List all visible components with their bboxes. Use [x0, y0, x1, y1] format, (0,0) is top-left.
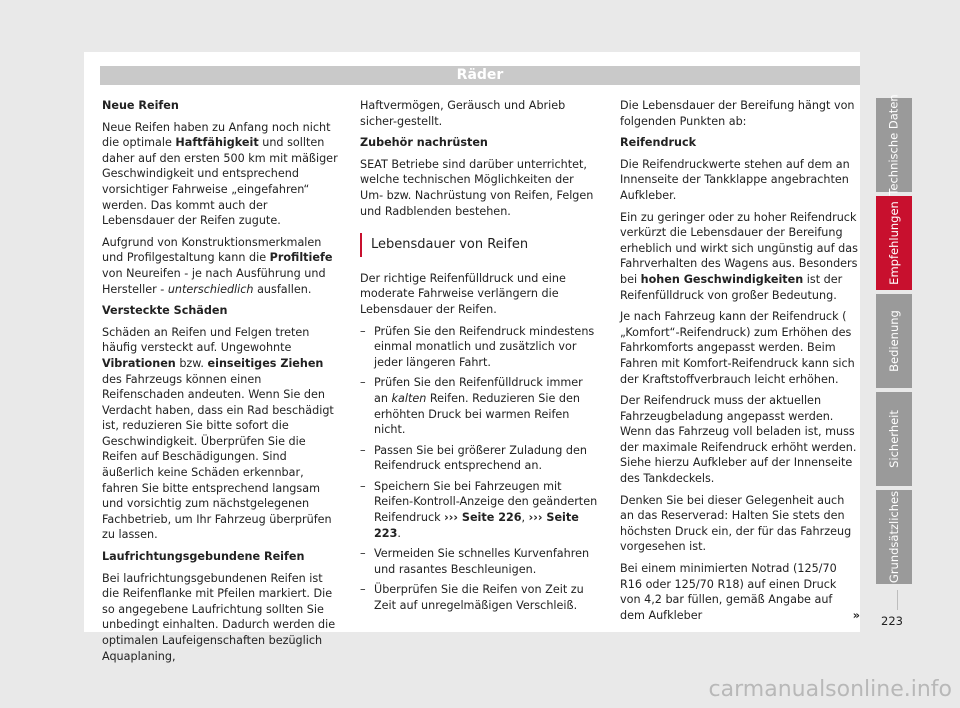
text: ausfallen. — [253, 282, 312, 296]
dash-bullet: – — [360, 324, 366, 338]
list-item-text: Prüfen Sie den Reifenfülldruck immer an — [374, 376, 583, 405]
list-item — [360, 479, 600, 541]
bold-term: Haftfähigkeit — [175, 136, 259, 150]
page-reference-link[interactable]: ››› Seite 223 — [374, 511, 579, 540]
text: Aufgrund von Konstruktionsmerkmalen und Profilgestaltung kann die — [102, 235, 322, 265]
tab-sicherheit[interactable] — [876, 392, 912, 486]
text-column-1 — [102, 98, 342, 670]
watermark: carmanualsonline.info — [708, 677, 952, 702]
section-title: Lebensdauer von Reifen — [360, 233, 600, 257]
page-number: 223 — [881, 614, 903, 628]
heading-new-tires — [102, 98, 342, 114]
paragraph — [102, 235, 342, 297]
text: Bei einem minimierten Notrad (125/70 R16 oder 125/70 R18) auf einen Druck von 4,2 bar füllen, gemäß Angabe auf dem Aufkleber — [620, 562, 837, 622]
italic-term: kalten — [391, 391, 427, 405]
chapter-header: Räder — [100, 66, 860, 85]
paragraph: Je nach Fahrzeug kann der Reifendruck ( „Komfort“-Reifendruck) zum Erhöhen des Fahrkomforts angepasst werden. Beim Fahren mit Komfort-Reifendruck kann sich der Kraftstoffverbrauch leicht erhöhen. — [620, 310, 855, 386]
bold-term: einseitiges Ziehen — [207, 356, 324, 370]
list-item — [360, 546, 600, 577]
tab-bedienung[interactable] — [876, 294, 912, 388]
list-item — [360, 324, 600, 371]
paragraph: Bei laufrichtungsgebundenen Reifen ist die Reifenflanke mit Pfeilen markiert. Die so angegebene Laufrichtung sollten Sie unbedingt einhalten. Dadurch werden die optimalen Laufeigenschaften bezüglich Aquaplaning, — [102, 571, 336, 663]
heading-directional — [102, 549, 342, 565]
page-reference-link[interactable]: ››› Seite 226 — [444, 511, 522, 525]
text: Ein zu geringer oder zu hoher Reifendruck verkürzt die Lebensdauer der Bereifung erheblich und wirkt sich ungünstig auf das Fahrverhalten des Wagens aus. Besonders bei — [620, 210, 858, 286]
dash-bullet: – — [360, 547, 366, 561]
heading-text: Laufrichtungsgebundene Reifen — [102, 550, 305, 564]
list-item-text: Passen Sie bei größerer Zuladung den Reifendruck entsprechend an. — [374, 443, 587, 473]
tab-label: Sicherheit — [887, 410, 901, 468]
tab-empfehlungen[interactable] — [876, 196, 912, 290]
heading-text: Neue Reifen — [102, 99, 179, 112]
bold-term: hohen Geschwindigkeiten — [640, 272, 804, 286]
dash-bullet: – — [360, 583, 366, 597]
heading-text: Zubehör nachrüsten — [360, 136, 488, 150]
list-item-text: Speichern Sie bei Fahrzeugen mit Reifen-Kontroll-Anzeige den geänderten Reifendruck — [374, 479, 598, 525]
heading-text: Versteckte Schäden — [102, 304, 228, 318]
paragraph: Der Reifendruck muss der aktuellen Fahrzeugbeladung angepasst werden. Wenn das Fahrzeug voll beladen ist, muss der maximale Reifendruck erhöht werden. Siehe hierzu Aufkleber auf der Innenseite des Tankdeckels. — [620, 394, 857, 486]
page-number-divider — [897, 590, 898, 610]
dash-bullet: – — [360, 376, 366, 390]
text: des Fahrzeugs können einen Reifenschaden andeuten. Wenn Sie den Verdacht haben, dass ein Rad beschädigt ist, reduzieren Sie bitte sofort die Geschwindigkeit. Überprüfen Sie die Reifen auf Beschädigungen. Sind äußerlich keine Schäden erkennbar, fahren Sie bitte entsprechend langsam und vorsichtig zum nächstgelegenen Fachbetrieb, um Ihr Fahrzeug überprüfen zu lassen. — [102, 372, 334, 542]
text: Schäden an Reifen und Felgen treten häufig versteckt auf. Ungewohnte — [102, 325, 310, 355]
text-column-2 — [360, 98, 600, 619]
tab-label: Grundsätzliches — [887, 490, 902, 584]
list-item — [360, 375, 600, 437]
bold-term: Profiltiefe — [269, 251, 333, 265]
list-item — [360, 443, 600, 474]
paragraph: Der richtige Reifenfülldruck und eine moderate Fahrweise verlängern die Lebensdauer der Reifen. — [360, 271, 566, 316]
paragraph — [102, 120, 342, 229]
text: Neue Reifen haben zu Anfang noch nicht die optimale — [102, 120, 331, 150]
bold-term: Vibrationen — [102, 356, 176, 370]
dash-bullet: – — [360, 479, 366, 493]
tab-technische-daten[interactable] — [876, 94, 912, 196]
list-item-text: Reifen. Reduzieren Sie den erhöhten Druck bei warmen Reifen nicht. — [374, 391, 580, 437]
tab-grundsaetzliches[interactable] — [876, 490, 912, 584]
tab-label: Bedienung — [887, 310, 902, 372]
separator: , — [521, 511, 529, 525]
heading-pressure — [620, 135, 860, 151]
paragraph: Die Lebensdauer der Bereifung hängt von folgenden Punkten ab: — [620, 99, 855, 128]
paragraph: Denken Sie bei dieser Gelegenheit auch an das Reserverad: Halten Sie stets den höchsten Druck ein, der für das Fahrzeug vorgesehen ist. — [620, 493, 852, 554]
paragraph — [620, 210, 860, 304]
heading-text: Reifendruck — [620, 136, 697, 150]
paragraph — [620, 561, 860, 623]
italic-term: unterschiedlich — [167, 282, 254, 296]
dash-bullet: – — [360, 443, 366, 457]
paragraph — [102, 325, 342, 543]
continue-arrow-icon: » — [852, 608, 860, 622]
paragraph: Haftvermögen, Geräusch und Abrieb sicher-gestellt. — [360, 99, 566, 128]
period: . — [397, 526, 401, 540]
text: ist der Reifenfülldruck von großer Bedeutung. — [620, 272, 843, 302]
heading-hidden-damage — [102, 303, 342, 319]
text: von Neureifen - je nach Ausführung und Hersteller - — [102, 266, 326, 296]
tab-label: Empfehlungen — [887, 201, 901, 285]
text-column-3 — [620, 98, 860, 629]
heading-accessories — [360, 135, 600, 151]
paragraph: SEAT Betriebe sind darüber unterrichtet, welche technischen Möglichkeiten der Um- bzw. Nachrüstung von Reifen, Felgen und Radblenden bestehen. — [360, 157, 594, 218]
text: bzw. — [175, 356, 208, 370]
list-item — [360, 582, 600, 613]
text: und sollten daher auf den ersten 500 km mit mäßiger Geschwindigkeit und entsprechend vorsichtiger Fahrweise „eingefahren“ werden. Das kommt auch der Lebensdauer der Reifen zugute. — [102, 136, 338, 228]
list-item-text: Vermeiden Sie schnelles Kurvenfahren und rasantes Beschleunigen. — [374, 547, 590, 576]
paragraph: Die Reifendruckwerte stehen auf dem an Innenseite der Tankklappe angebrachten Aufkleber. — [620, 157, 850, 202]
list-item-text: Überprüfen Sie die Reifen von Zeit zu Zeit auf unregelmäßigen Verschleiß. — [374, 583, 584, 613]
list-item-text: Prüfen Sie den Reifendruck mindestens einmal monatlich und zusätzlich vor jeder längeren Fahrt. — [374, 324, 595, 369]
tab-label: Technische Daten — [887, 94, 902, 196]
